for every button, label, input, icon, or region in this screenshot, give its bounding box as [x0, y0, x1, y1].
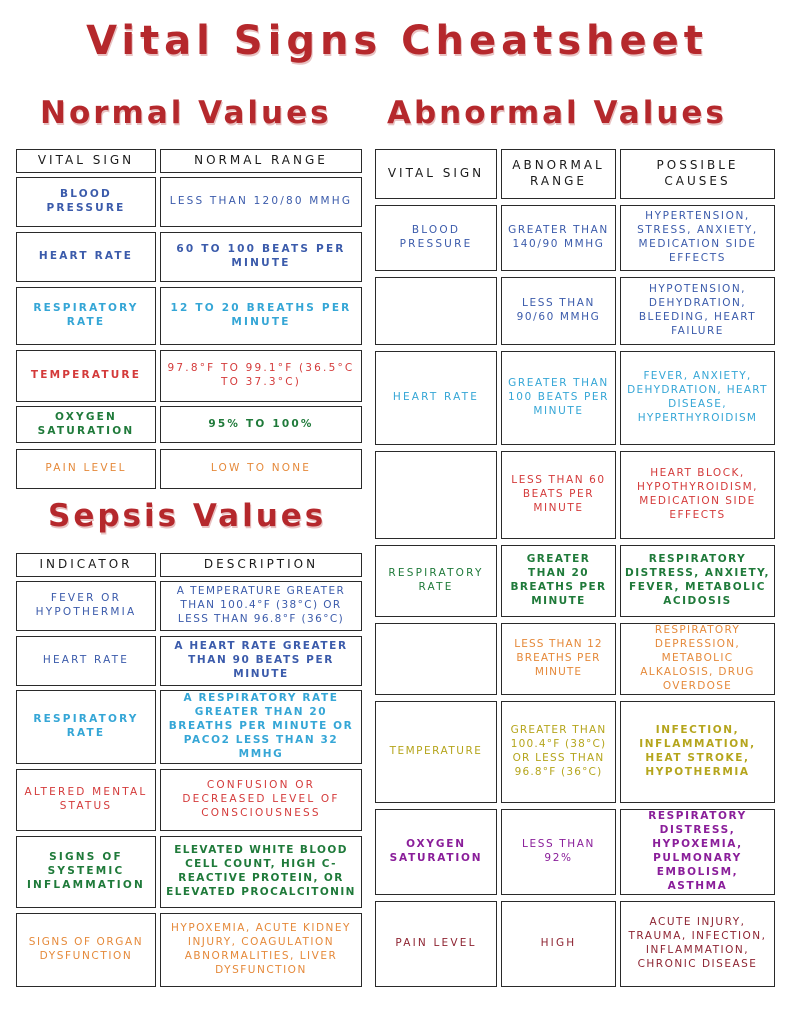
abnormal-causes-oxygen-saturation: RESPIRATORY DISTRESS, HYPOXEMIA, PULMONARY EMBOLISM, ASTHMA — [620, 809, 775, 895]
abnormal-sign-heart-rate: HEART RATE — [375, 351, 497, 445]
abnormal-range-hr-high: GREATER THAN 100 BEATS PER MINUTE — [501, 351, 616, 445]
sepsis-indicator-fever: FEVER OR HYPOTHERMIA — [16, 581, 156, 631]
abnormal-sign-oxygen-saturation: OXYGEN SATURATION — [375, 809, 497, 895]
abnormal-sign-pain-level: PAIN LEVEL — [375, 901, 497, 987]
normal-sign-blood-pressure: BLOOD PRESSURE — [16, 177, 156, 227]
abnormal-causes-temperature: INFECTION, INFLAMMATION, HEAT STROKE, HYPOTHERMIA — [620, 701, 775, 803]
sepsis-header-indicator: INDICATOR — [16, 553, 156, 577]
sepsis-values-heading: Sepsis Values — [48, 498, 327, 534]
abnormal-range-bp-low: LESS THAN 90/60 MMHG — [501, 277, 616, 345]
sepsis-indicator-altered-mental-status: ALTERED MENTAL STATUS — [16, 769, 156, 831]
normal-sign-temperature: TEMPERATURE — [16, 350, 156, 402]
abnormal-range-bp-high: GREATER THAN 140/90 MMHG — [501, 205, 616, 271]
abnormal-causes-hr-high: FEVER, ANXIETY, DEHYDRATION, HEART DISEASE, HYPERTHYROIDISM — [620, 351, 775, 445]
sepsis-description-fever: A TEMPERATURE GREATER THAN 100.4°F (38°C) OR LESS THAN 96.8°F (36°C) — [160, 581, 362, 631]
abnormal-header-vital-sign: VITAL SIGN — [375, 149, 497, 199]
normal-header-normal-range: NORMAL RANGE — [160, 149, 362, 173]
sepsis-description-altered-mental-status: CONFUSION OR DECREASED LEVEL OF CONSCIOUSNESS — [160, 769, 362, 831]
normal-range-blood-pressure: LESS THAN 120/80 MMHG — [160, 177, 362, 227]
sepsis-indicator-heart-rate: HEART RATE — [16, 636, 156, 686]
normal-range-respiratory-rate: 12 TO 20 BREATHS PER MINUTE — [160, 287, 362, 345]
sepsis-indicator-organ-dysfunction: SIGNS OF ORGAN DYSFUNCTION — [16, 913, 156, 987]
abnormal-range-rr-low: LESS THAN 12 BREATHS PER MINUTE — [501, 623, 616, 695]
normal-values-heading: Normal Values — [40, 95, 332, 131]
sepsis-description-heart-rate: A HEART RATE GREATER THAN 90 BEATS PER MINUTE — [160, 636, 362, 686]
sepsis-indicator-systemic-inflammation: SIGNS OF SYSTEMIC INFLAMMATION — [16, 836, 156, 908]
sepsis-header-description: DESCRIPTION — [160, 553, 362, 577]
abnormal-range-rr-high: GREATER THAN 20 BREATHS PER MINUTE — [501, 545, 616, 617]
normal-sign-heart-rate: HEART RATE — [16, 232, 156, 282]
normal-sign-oxygen-saturation: OXYGEN SATURATION — [16, 406, 156, 443]
abnormal-values-heading: Abnormal Values — [387, 95, 727, 131]
abnormal-causes-hr-low: HEART BLOCK, HYPOTHYROIDISM, MEDICATION SIDE EFFECTS — [620, 451, 775, 539]
abnormal-causes-pain-level: ACUTE INJURY, TRAUMA, INFECTION, INFLAMMATION, CHRONIC DISEASE — [620, 901, 775, 987]
normal-range-heart-rate: 60 TO 100 BEATS PER MINUTE — [160, 232, 362, 282]
abnormal-causes-rr-low: RESPIRATORY DEPRESSION, METABOLIC ALKALOSIS, DRUG OVERDOSE — [620, 623, 775, 695]
sepsis-indicator-respiratory-rate: RESPIRATORY RATE — [16, 690, 156, 764]
normal-sign-respiratory-rate: RESPIRATORY RATE — [16, 287, 156, 345]
abnormal-header-abnormal-range: ABNORMAL RANGE — [501, 149, 616, 199]
page-title: Vital Signs Cheatsheet — [86, 18, 708, 64]
normal-range-temperature: 97.8°F TO 99.1°F (36.5°C TO 37.3°C) — [160, 350, 362, 402]
abnormal-causes-rr-high: RESPIRATORY DISTRESS, ANXIETY, FEVER, METABOLIC ACIDOSIS — [620, 545, 775, 617]
normal-range-oxygen-saturation: 95% TO 100% — [160, 406, 362, 443]
normal-range-pain-level: LOW TO NONE — [160, 449, 362, 489]
sepsis-description-respiratory-rate: A RESPIRATORY RATE GREATER THAN 20 BREATHS PER MINUTE OR PACO2 LESS THAN 32 MMHG — [160, 690, 362, 764]
sepsis-description-organ-dysfunction: HYPOXEMIA, ACUTE KIDNEY INJURY, COAGULATION ABNORMALITIES, LIVER DYSFUNCTION — [160, 913, 362, 987]
abnormal-range-oxygen-saturation: LESS THAN 92% — [501, 809, 616, 895]
abnormal-range-temperature: GREATER THAN 100.4°F (38°C) OR LESS THAN 96.8°F (36°C) — [501, 701, 616, 803]
abnormal-causes-bp-low: HYPOTENSION, DEHYDRATION, BLEEDING, HEART FAILURE — [620, 277, 775, 345]
normal-header-vital-sign: VITAL SIGN — [16, 149, 156, 173]
abnormal-sign-empty-5 — [375, 623, 497, 695]
abnormal-header-possible-causes: POSSIBLE CAUSES — [620, 149, 775, 199]
normal-sign-pain-level: PAIN LEVEL — [16, 449, 156, 489]
abnormal-causes-bp-high: HYPERTENSION, STRESS, ANXIETY, MEDICATION SIDE EFFECTS — [620, 205, 775, 271]
abnormal-sign-blood-pressure: BLOOD PRESSURE — [375, 205, 497, 271]
abnormal-sign-empty-3 — [375, 451, 497, 539]
abnormal-sign-temperature: TEMPERATURE — [375, 701, 497, 803]
abnormal-range-pain-level: HIGH — [501, 901, 616, 987]
sepsis-description-systemic-inflammation: ELEVATED WHITE BLOOD CELL COUNT, HIGH C-REACTIVE PROTEIN, OR ELEVATED PROCALCITONIN — [160, 836, 362, 908]
abnormal-range-hr-low: LESS THAN 60 BEATS PER MINUTE — [501, 451, 616, 539]
abnormal-sign-respiratory-rate: RESPIRATORY RATE — [375, 545, 497, 617]
abnormal-sign-empty-1 — [375, 277, 497, 345]
